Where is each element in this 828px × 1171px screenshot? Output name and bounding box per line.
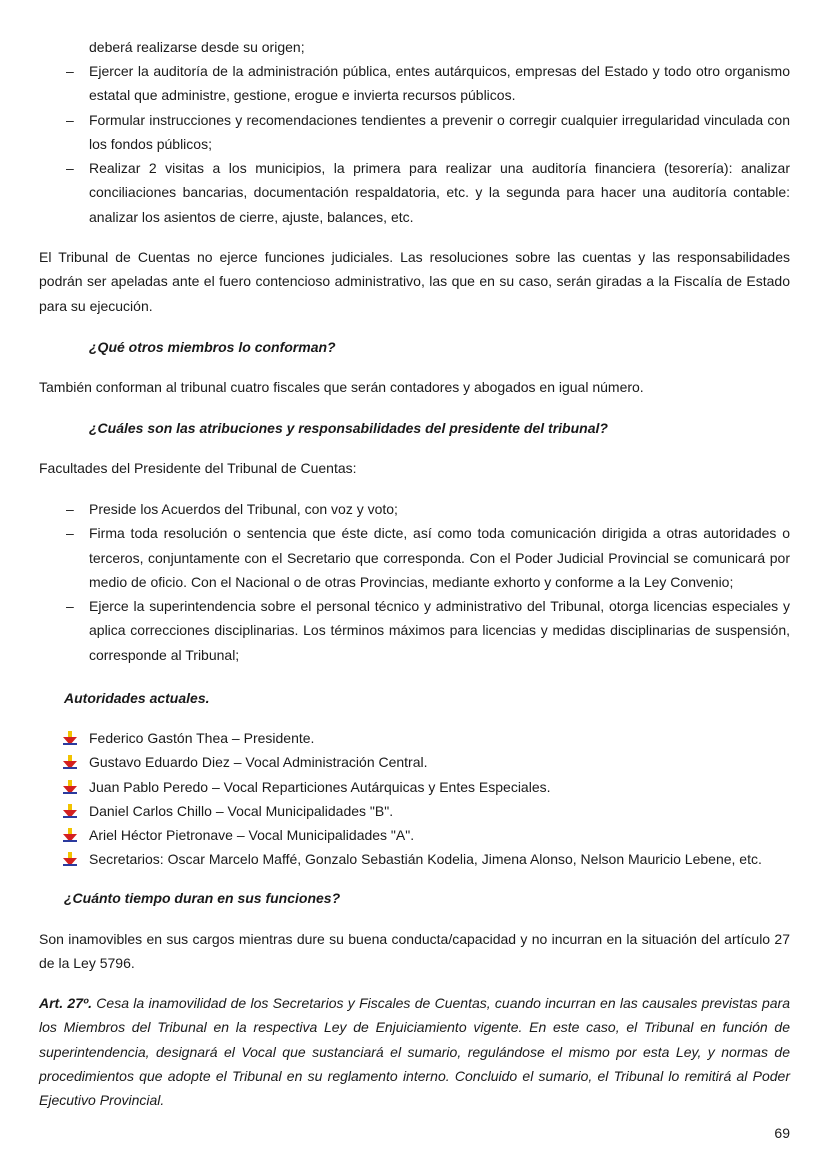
arrow-down-bullet-icon [63, 804, 77, 818]
list-item: Federico Gastón Thea – Presidente. [39, 726, 790, 750]
list-item: Gustavo Eduardo Diez – Vocal Administración Central. [39, 750, 790, 774]
question-miembros: ¿Qué otros miembros lo conforman? [89, 339, 336, 355]
dash-marker: – [66, 63, 74, 79]
arrow-down-bullet-icon [63, 852, 77, 866]
question-tiempo: ¿Cuánto tiempo duran en sus funciones? [64, 890, 341, 906]
arrow-down-bullet-icon [63, 755, 77, 769]
dash-marker: – [66, 160, 74, 177]
arrow-down-bullet-icon [63, 780, 77, 794]
list-item: Juan Pablo Peredo – Vocal Reparticiones Autárquicas y Entes Especiales. [39, 775, 790, 799]
arrow-down-bullet-icon [63, 828, 77, 842]
arrow-down-bullet-icon [63, 731, 77, 745]
article-27 [39, 991, 790, 1112]
dash-list-auditoria [39, 59, 790, 229]
list-item: – Preside los Acuerdos del Tribunal, con voz y voto; [39, 497, 790, 521]
list-item: – Ejercer la auditoría de la administración pública, entes autárquicos, empresas del Estado y todo otro organismo estatal que administre, gestione, erogue e invierta recursos públicos. [39, 59, 790, 108]
paragraph-tribunal: El Tribunal de Cuentas no ejerce funciones judiciales. Las resoluciones sobre las cuentas y las responsabilidades podrán ser apeladas ante el fuero contencioso administrativo, las que en su caso, serán giradas a la Fiscalía de Estado para su ejecución. [39, 249, 790, 314]
dash-list-facultades [39, 497, 790, 667]
continuation-line: deberá realizarse desde su origen; [89, 39, 305, 55]
heading-autoridades: Autoridades actuales. [64, 690, 210, 706]
article-text: Cesa la inamovilidad de los Secretarios y Fiscales de Cuentas, cuando incurran en las causales previstas para los Miembros del Tribunal en la respectiva Ley de Enjuiciamiento vigente. En este caso, el Tribunal en función de superintendencia, designará el Vocal que sustanciará el sumario, regulándose el mismo por esta Ley, y normas de procedimientos que adopte el Tribunal en su reglamento interno. Concluido el sumario, el Tribunal lo remitirá al Poder Ejecutivo Provincial. [39, 995, 791, 1109]
list-item: – Formular instrucciones y recomendaciones tendientes a prevenir o corregir cualquier irregularidad vinculada con los fondos públicos; [39, 108, 790, 157]
list-item: Ariel Héctor Pietronave – Vocal Municipalidades "A". [39, 823, 790, 847]
list-item: Secretarios: Oscar Marcelo Maffé, Gonzalo Sebastián Kodelia, Jimena Alonso, Nelson Mauricio Lebene, etc. [39, 847, 790, 871]
dash-marker: – [66, 501, 74, 517]
list-item: – Ejerce la superintendencia sobre el personal técnico y administrativo del Tribunal, otorga licencias especiales y aplica correcciones disciplinarias. Los términos máximos para licencias y medidas disciplinarias de suspensión, corresponde al Tribunal; [39, 594, 790, 667]
arrow-list-autoridades [39, 726, 790, 872]
question-atribuciones: ¿Cuáles son las atribuciones y responsabilidades del presidente del tribunal? [89, 420, 608, 436]
dash-marker: – [66, 111, 74, 128]
dash-marker: – [66, 525, 74, 542]
paragraph-inamovibles: Son inamovibles en sus cargos mientras dure su buena conducta/capacidad y no incurran en la situación del artículo 27 de la Ley 5796. [39, 931, 790, 972]
list-item: – Firma toda resolución o sentencia que éste dicte, así como toda comunicación dirigida a otras autoridades o terceros, conjuntamente con el Secretario que corresponda. Con el Poder Judicial Provincial se comunicará por medio de oficio. Con el Nacional o de otras Provincias, mediante exhorto y conforme a la Ley Convenio; [39, 521, 790, 594]
paragraph-facultades: Facultades del Presidente del Tribunal de Cuentas: [39, 460, 357, 476]
page-number: 69 [774, 1125, 790, 1141]
dash-marker: – [66, 598, 74, 615]
paragraph-miembros: También conforman al tribunal cuatro fiscales que serán contadores y abogados en igual número. [39, 379, 644, 395]
list-item: – Realizar 2 visitas a los municipios, la primera para realizar una auditoría financiera (tesorería): analizar conciliaciones bancarias, documentación respaldatoria, etc. y la segunda para hacer una auditoría contable: analizar los asientos de cierre, ajuste, balances, etc. [39, 156, 790, 229]
article-label: Art. 27º. [39, 995, 92, 1011]
list-item: Daniel Carlos Chillo – Vocal Municipalidades "B". [39, 799, 790, 823]
